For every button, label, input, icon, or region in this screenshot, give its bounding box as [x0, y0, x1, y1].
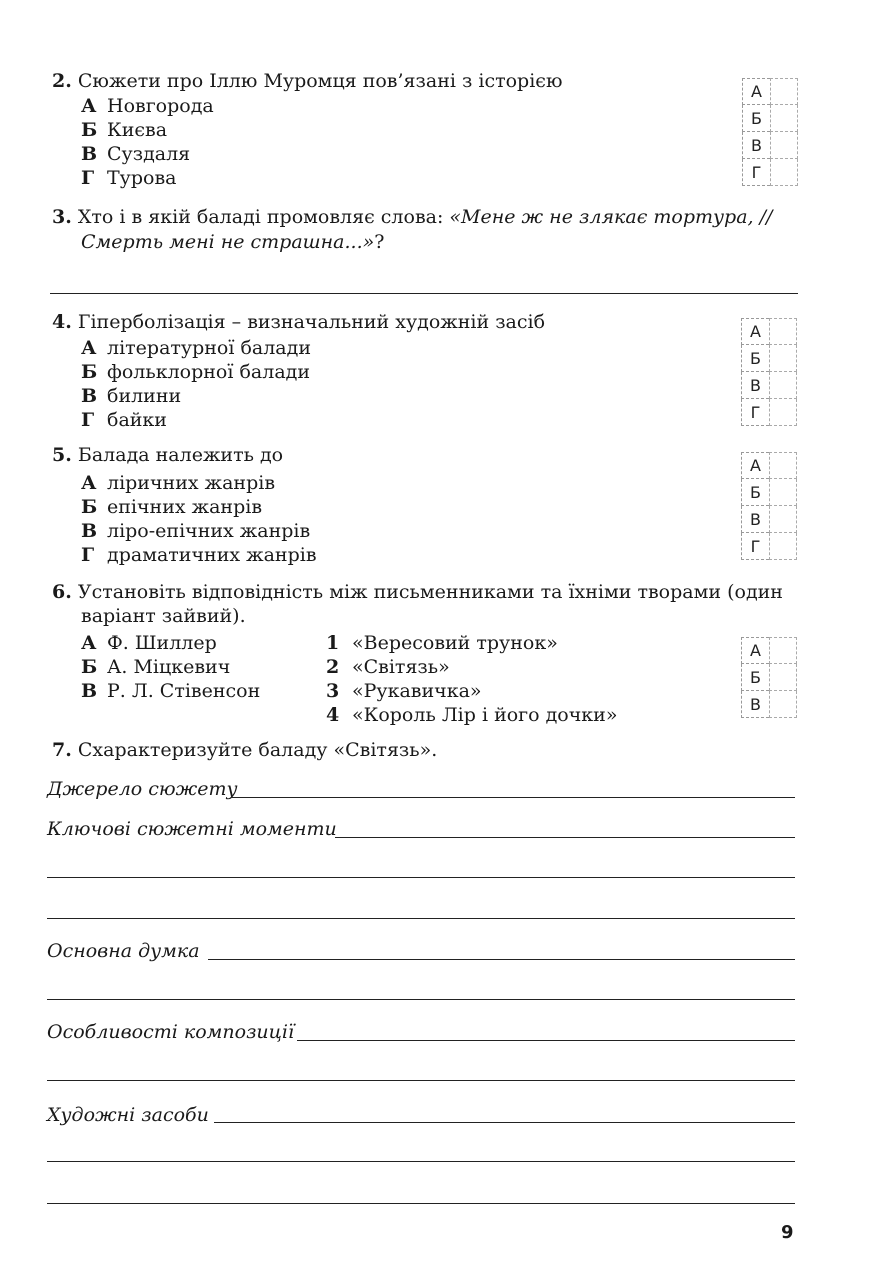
option-a: А Новгорода [81, 95, 214, 117]
field-label-composition: Особливості композиції [47, 1021, 295, 1043]
answer-cell[interactable] [769, 318, 797, 345]
question-number: 2. [52, 70, 72, 92]
option-b: Б фольклорної балади [81, 361, 311, 383]
question-text: Балада належить до [77, 444, 284, 466]
answer-line-source[interactable] [231, 797, 795, 798]
field-label-means: Художні засоби [47, 1104, 209, 1126]
question-number: 7. [52, 739, 72, 761]
question-6-cont: варіант зайвий). [81, 605, 246, 627]
option-g: Г Турова [81, 167, 177, 189]
question-text: Схарактеризуйте баладу «Світязь». [77, 739, 438, 761]
answer-cell[interactable] [769, 399, 797, 426]
q6-authors [81, 631, 260, 703]
answer-grid-q6: А Б В [741, 637, 797, 718]
answer-grid-q4: А Б В Г [741, 318, 797, 426]
answer-line[interactable] [47, 1080, 795, 1081]
question-4 [52, 310, 545, 334]
question-5 [52, 443, 283, 467]
answer-cell[interactable] [769, 479, 797, 506]
question-6 [52, 580, 783, 604]
answer-line[interactable] [47, 1203, 795, 1204]
answer-line-idea[interactable] [208, 959, 795, 960]
answer-cell[interactable] [770, 105, 798, 132]
author-v: В Р. Л. Стівенсон [81, 680, 261, 702]
question-2 [52, 69, 562, 93]
quote-line-1: «Мене ж не злякає тортура, // [449, 206, 773, 228]
question-number: 4. [52, 311, 72, 333]
author-b: Б А. Міцкевич [81, 656, 231, 678]
answer-line-composition[interactable] [297, 1040, 795, 1041]
answer-cell[interactable] [769, 664, 797, 691]
option-g: Г байки [81, 409, 167, 431]
answer-line[interactable] [47, 918, 795, 919]
answer-grid-q5: А Б В Г [741, 452, 797, 560]
option-g: Г драматичних жанрів [81, 544, 317, 566]
answer-cell[interactable] [769, 637, 797, 664]
answer-line[interactable] [47, 999, 795, 1000]
answer-cell[interactable] [770, 159, 798, 186]
work-4: 4 «Король Лір і його дочки» [326, 704, 618, 726]
q2-options [81, 94, 214, 190]
answer-cell[interactable] [770, 78, 798, 105]
answer-line-moments[interactable] [335, 837, 795, 838]
option-a: А літературної балади [81, 337, 311, 359]
answer-line[interactable] [47, 877, 795, 878]
question-text: Хто і в якій баладі промовляє слова: [77, 206, 444, 228]
question-3-cont: Смерть мені не страшна...»? [81, 231, 385, 253]
work-2: 2 «Світязь» [326, 656, 450, 678]
question-text: Установіть відповідність між письменниками та їхніми творами (один [77, 581, 783, 603]
question-text: Сюжети про Іллю Муромця пов’язані з історією [77, 70, 563, 92]
question-number: 6. [52, 581, 72, 603]
option-v: В Суздаля [81, 143, 191, 165]
answer-cell[interactable] [769, 506, 797, 533]
question-7 [52, 738, 437, 762]
question-number: 5. [52, 444, 72, 466]
answer-grid-q2: А Б В Г [742, 78, 798, 186]
field-label-source: Джерело сюжету [47, 778, 238, 800]
q6-works [326, 631, 617, 727]
question-text: Гіперболізація – визначальний художній засіб [77, 311, 546, 333]
answer-cell[interactable] [769, 345, 797, 372]
option-v: В ліро-епічних жанрів [81, 520, 311, 542]
q5-options [81, 471, 317, 567]
author-a: А Ф. Шиллер [81, 632, 217, 654]
quote-line-2: Смерть мені не страшна...» [81, 231, 375, 253]
option-a: А ліричних жанрів [81, 472, 276, 494]
option-b: Б Києва [81, 119, 168, 141]
answer-cell[interactable] [769, 533, 797, 560]
answer-line[interactable] [47, 1161, 795, 1162]
answer-cell[interactable] [769, 372, 797, 399]
answer-cell[interactable] [770, 132, 798, 159]
field-label-moments: Ключові сюжетні моменти [47, 818, 337, 840]
field-label-idea: Основна думка [47, 940, 200, 962]
option-b: Б епічних жанрів [81, 496, 263, 518]
page-number: 9 [781, 1222, 794, 1243]
work-1: 1 «Вересовий трунок» [326, 632, 558, 654]
q4-options [81, 336, 311, 432]
answer-line-q3[interactable] [50, 293, 798, 294]
option-v: В билини [81, 385, 182, 407]
work-3: 3 «Рукавичка» [326, 680, 482, 702]
question-number: 3. [52, 206, 72, 228]
answer-line-means[interactable] [214, 1122, 795, 1123]
answer-cell[interactable] [769, 691, 797, 718]
question-3 [52, 205, 772, 229]
answer-cell[interactable] [769, 452, 797, 479]
